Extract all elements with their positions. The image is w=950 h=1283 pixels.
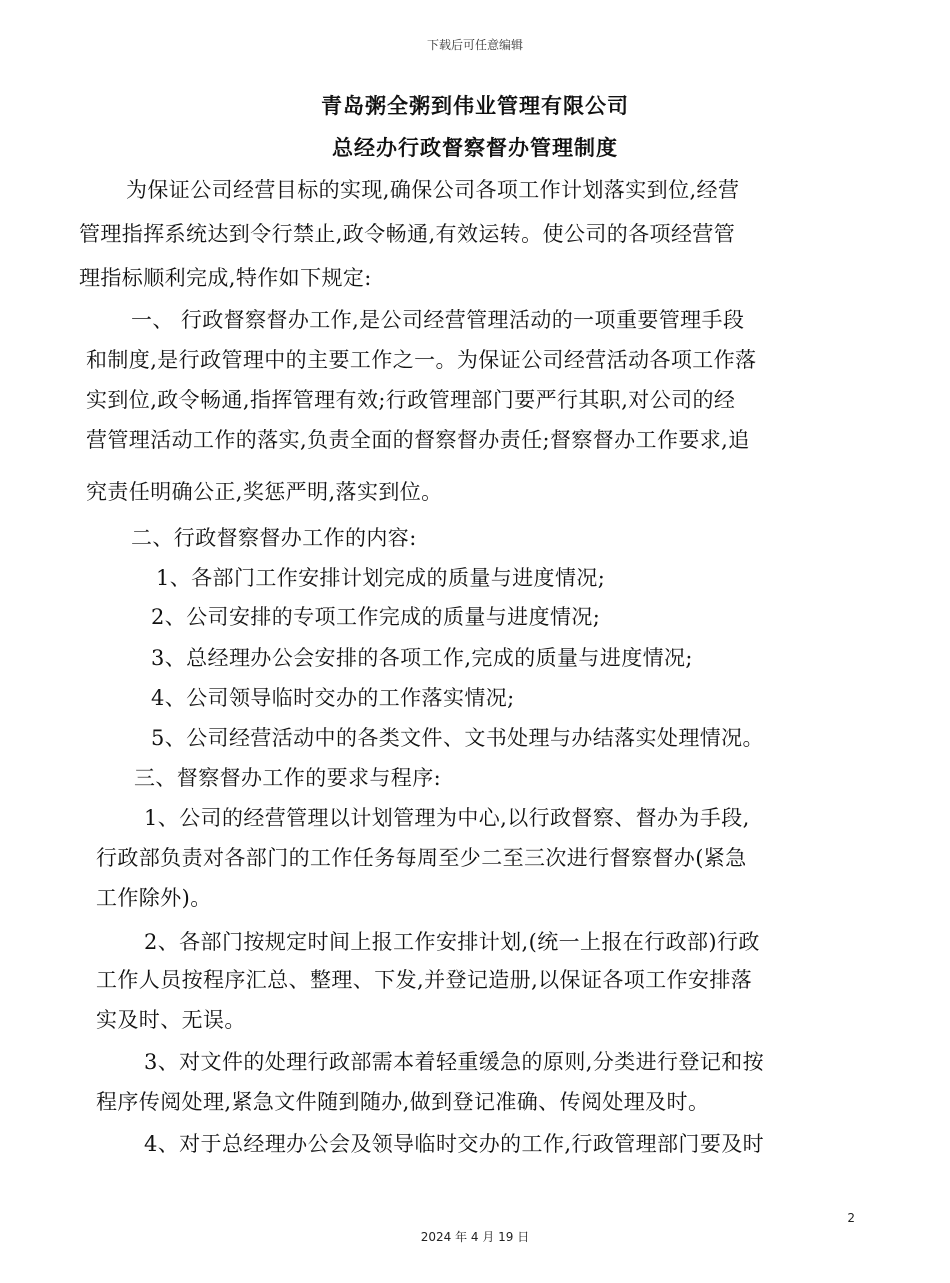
list-item: 1、各部门工作安排计划完成的质量与进度情况;: [156, 566, 606, 590]
list-item: 2、公司安排的专项工作完成的质量与进度情况;: [151, 605, 601, 629]
body-line: 为保证公司经营目标的实现,确保公司各项工作计划落实到位,经营: [126, 178, 740, 202]
body-line: 2、各部门按规定时间上报工作安排计划,(统一上报在行政部)行政: [144, 930, 760, 954]
body-line: 实及时、无误。: [96, 1008, 246, 1032]
list-item: 3、总经理办公会安排的各项工作,完成的质量与进度情况;: [151, 646, 693, 670]
list-item: 5、公司经营活动中的各类文件、文书处理与办结落实处理情况。: [151, 726, 764, 750]
section-heading: 二、行政督察督办工作的内容:: [131, 526, 417, 550]
footer-date: 2024 年 4 月 19 日: [420, 1230, 530, 1244]
body-line: 工作人员按程序汇总、整理、下发,并登记造册,以保证各项工作安排落: [96, 968, 753, 992]
page-header: 下载后可任意编辑: [426, 38, 523, 52]
page-number: 2: [847, 1211, 855, 1225]
body-line: 营管理活动工作的落实,负责全面的督察督办责任;督察督办工作要求,追: [86, 428, 750, 452]
body-line: 3、对文件的处理行政部需本着轻重缓急的原则,分类进行登记和按: [144, 1050, 765, 1074]
body-line: 一、 行政督察督办工作,是公司经营管理活动的一项重要管理手段: [131, 308, 745, 332]
body-line: 程序传阅处理,紧急文件随到随办,做到登记准确、传阅处理及时。: [96, 1090, 710, 1114]
body-line: 理指标顺利完成,特作如下规定:: [79, 266, 372, 290]
list-item: 4、公司领导临时交办的工作落实情况;: [151, 686, 515, 710]
body-line: 实到位,政令畅通,指挥管理有效;行政管理部门要严行其职,对公司的经: [86, 388, 736, 412]
company-title: 青岛粥全粥到伟业管理有限公司: [321, 94, 629, 118]
body-line: 1、公司的经营管理以计划管理为中心,以行政督察、督办为手段,: [144, 806, 750, 830]
body-line: 究责任明确公正,奖惩严明,落实到位。: [86, 480, 443, 504]
body-line: 管理指挥系统达到令行禁止,政令畅通,有效运转。使公司的各项经营管: [79, 222, 736, 246]
body-line: 和制度,是行政管理中的主要工作之一。为保证公司经营活动各项工作落: [86, 348, 757, 372]
body-line: 工作除外)。: [96, 886, 212, 910]
body-line: 行政部负责对各部门的工作任务每周至少二至三次进行督察督办(紧急: [96, 846, 747, 870]
body-line: 4、对于总经理办公会及领导临时交办的工作,行政管理部门要及时: [144, 1132, 765, 1156]
section-heading: 三、督察督办工作的要求与程序:: [134, 766, 442, 790]
document-title: 总经办行政督察督办管理制度: [332, 136, 618, 160]
